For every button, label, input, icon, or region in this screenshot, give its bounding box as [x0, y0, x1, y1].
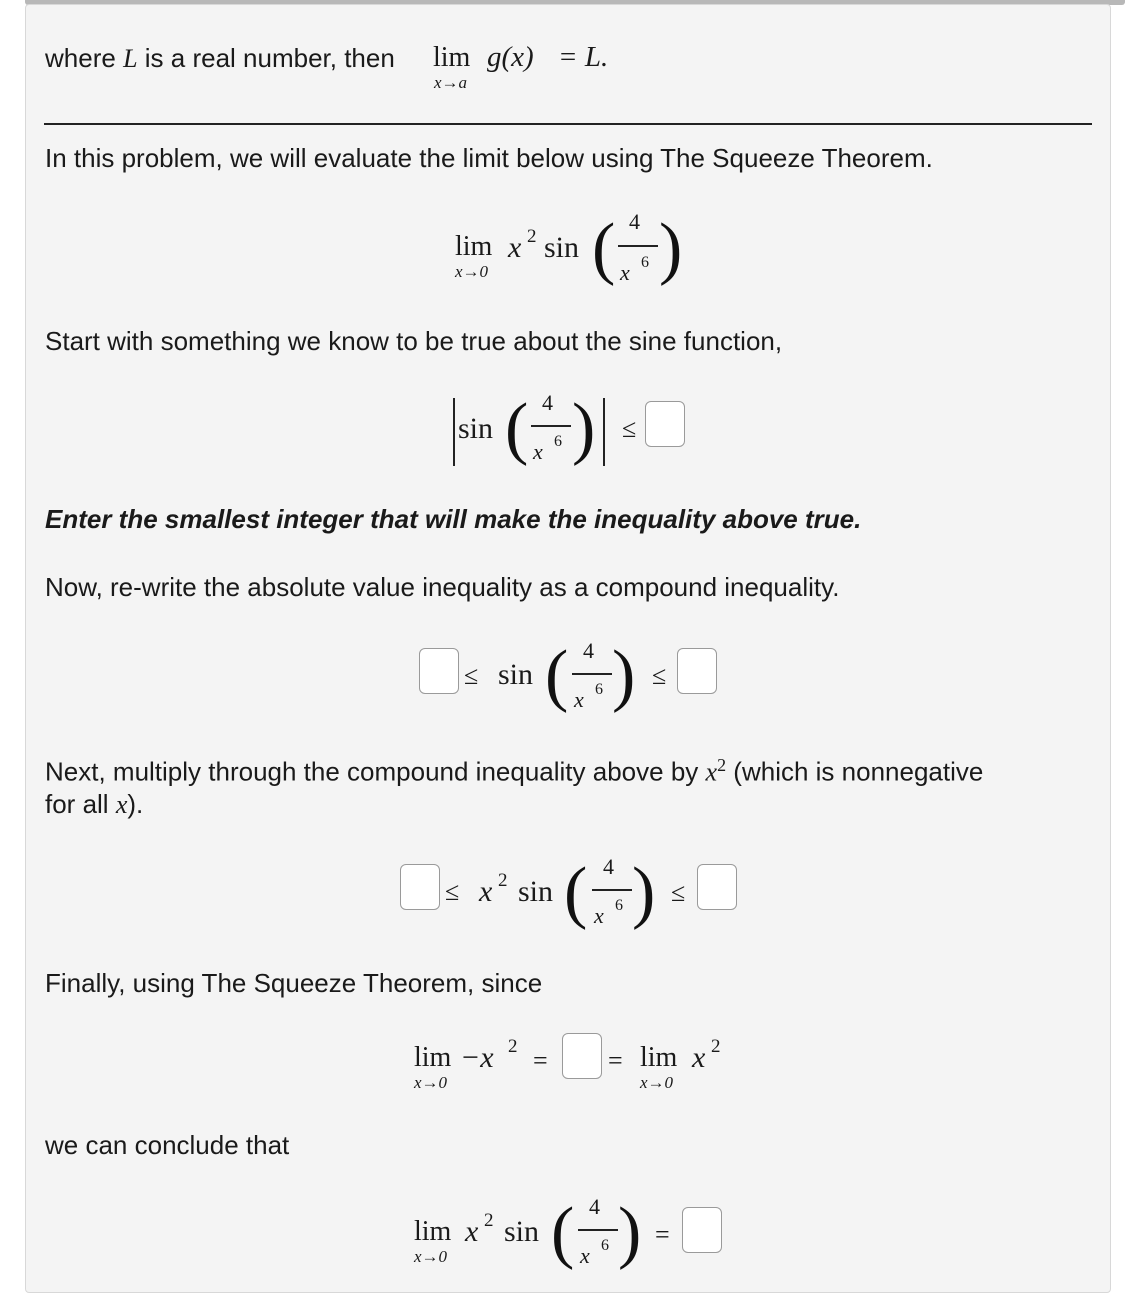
- lim-right-sub: x→0: [640, 1073, 674, 1092]
- x-var: x: [465, 1215, 479, 1248]
- lim-sub: x→0: [455, 262, 489, 281]
- final-limit-input[interactable]: [682, 1207, 722, 1253]
- frac-num: 4: [603, 854, 614, 879]
- frac-den-x: x: [594, 903, 604, 928]
- frac-den-x: x: [580, 1243, 590, 1268]
- lim-label: lim: [414, 1216, 452, 1247]
- instruction-text: Enter the smallest integer that will make the inequality above true.: [45, 504, 862, 534]
- exp-2-left: 2: [508, 1036, 518, 1057]
- lim-g-sub: x→a: [434, 73, 468, 92]
- left-paren: (: [545, 637, 569, 714]
- multiply-text-cont: for all x).: [45, 789, 144, 819]
- frac-bar: [592, 889, 632, 891]
- right-paren: ): [618, 1194, 642, 1271]
- intro-text: In this problem, we will evaluate the limit below using The Squeeze Theorem.: [45, 143, 933, 173]
- neg-x: −x: [460, 1041, 494, 1074]
- right-paren: ): [572, 390, 596, 467]
- left-paren: (: [551, 1194, 575, 1271]
- exp-2: 2: [527, 226, 537, 247]
- left-paren: (: [592, 210, 616, 287]
- frac-den-exp: 6: [601, 1237, 609, 1254]
- exp-2: 2: [498, 870, 508, 891]
- x-var: x: [479, 875, 493, 908]
- line-intro-limit-definition: where L is a real number, then: [45, 43, 395, 73]
- le-sign-left: ≤: [464, 661, 479, 690]
- frac-num: 4: [629, 209, 640, 234]
- frac-num: 4: [589, 1194, 600, 1219]
- sin-label: sin: [518, 875, 554, 908]
- section-divider: [44, 123, 1092, 125]
- frac-num: 4: [583, 638, 594, 663]
- eq-sign: =: [655, 1220, 670, 1249]
- frac-den-exp: 6: [641, 254, 649, 271]
- lim-g: lim: [433, 42, 471, 73]
- x-var: x: [692, 1041, 706, 1074]
- left-paren: (: [564, 854, 588, 931]
- right-paren: ): [659, 210, 683, 287]
- exp-2-right: 2: [711, 1036, 721, 1057]
- eq-left: =: [533, 1046, 548, 1075]
- mult-lower-bound-input[interactable]: [400, 864, 440, 910]
- g-of-x: g(x): [487, 41, 534, 73]
- frac-den-exp: 6: [554, 433, 562, 450]
- mult-upper-bound-input[interactable]: [697, 864, 737, 910]
- sin-label: sin: [498, 658, 534, 691]
- frac-bar: [531, 425, 571, 427]
- finally-text: Finally, using The Squeeze Theorem, since: [45, 968, 543, 998]
- exp-2: 2: [484, 1210, 494, 1231]
- frac-den-x: x: [574, 687, 584, 712]
- frac-den-exp: 6: [615, 897, 623, 914]
- abs-left-bar: [453, 398, 455, 466]
- equals-L: = L.: [558, 41, 609, 73]
- le-sign-right: ≤: [671, 878, 686, 907]
- abs-upper-bound-input[interactable]: [645, 401, 685, 447]
- sin-label: sin: [544, 231, 580, 264]
- x-var: x: [508, 231, 522, 264]
- frac-bar: [572, 673, 612, 675]
- left-paren: (: [505, 390, 529, 467]
- le-sign-right: ≤: [652, 661, 667, 690]
- multiply-text: Next, multiply through the compound inequality above by $x^2$ (which is nonnegative: [45, 755, 984, 787]
- frac-den-exp: 6: [595, 681, 603, 698]
- start-text: Start with something we know to be true about the sine function,: [45, 326, 783, 356]
- le-sign-left: ≤: [445, 877, 460, 906]
- lim-left-sub: x→0: [414, 1073, 448, 1092]
- frac-num: 4: [542, 390, 553, 415]
- lim-sub: x→0: [414, 1247, 448, 1266]
- lim-right: lim: [640, 1042, 678, 1073]
- frac-den-x: x: [533, 439, 543, 464]
- frac-bar: [578, 1229, 618, 1231]
- conclude-text: we can conclude that: [45, 1130, 290, 1160]
- frac-den-x: x: [620, 260, 630, 285]
- le-sign: ≤: [622, 414, 637, 443]
- abs-right-bar: [603, 398, 605, 466]
- sin-label: sin: [458, 412, 494, 445]
- sin-label: sin: [504, 1215, 540, 1248]
- right-paren: ): [632, 854, 656, 931]
- lim-label: lim: [455, 231, 493, 262]
- compound-lower-bound-input[interactable]: [419, 648, 459, 694]
- eq-right: =: [608, 1046, 623, 1075]
- squeeze-limit-input[interactable]: [562, 1033, 602, 1079]
- compound-upper-bound-input[interactable]: [677, 648, 717, 694]
- lim-left: lim: [414, 1042, 452, 1073]
- rewrite-text: Now, re-write the absolute value inequality as a compound inequality.: [45, 572, 840, 602]
- frac-bar: [618, 245, 658, 247]
- right-paren: ): [612, 637, 636, 714]
